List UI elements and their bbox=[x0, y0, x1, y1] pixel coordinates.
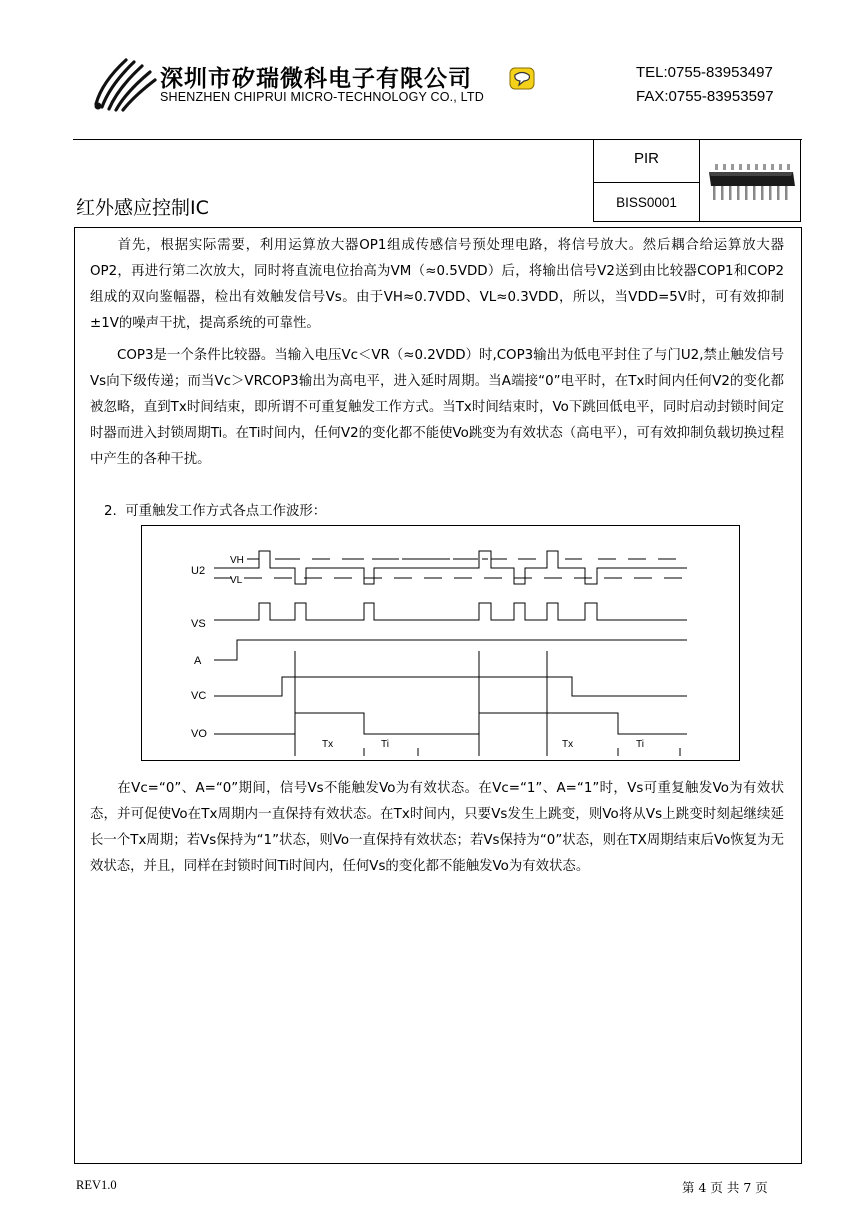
signal-label-a: A bbox=[194, 655, 202, 667]
chat-bubble-icon[interactable] bbox=[509, 66, 535, 92]
signal-label-vo: VO bbox=[191, 728, 207, 740]
paragraph-2: COP3是一个条件比较器。当输入电压Vc＜VR（≈0.2VDD）时,COP3输出为低电平封住了与门U2,禁止触发信号Vs向下级传递；而当Vc＞VRCOP3输出为高电平，进入延时周期。当A端接“0”电平时，在Tx时间内任何V2的变化都被忽略，直到Tx时间结束，即所谓不可重复触发工作方式。当Tx时间结束时，Vo下跳回低电平，同时启动封锁时间定时器而进入封锁周期Ti。在Ti时间内，任何V2的变化都不能使Vo跳变为有效状态（高电平），可有效抑制负载切换过程中产生的各种干扰。 bbox=[90, 348, 784, 467]
company-name-en: SHENZHEN CHIPRUI MICRO-TECHNOLOGY CO., LTD bbox=[160, 90, 484, 104]
period-label-tx-1: Tx bbox=[322, 739, 334, 750]
signal-label-vc: VC bbox=[191, 690, 207, 702]
product-title-box bbox=[593, 140, 801, 222]
logo-icon bbox=[92, 52, 158, 112]
page-number: 第 4 页 共 7 页 bbox=[682, 1180, 768, 1195]
part-number-label: BISS0001 bbox=[616, 195, 677, 210]
signal-label-vs: VS bbox=[191, 618, 206, 630]
fax-number: FAX:0755-83953597 bbox=[636, 88, 774, 105]
footer-rule bbox=[74, 1163, 802, 1164]
revision-label: REV1.0 bbox=[76, 1178, 117, 1192]
paragraph-1: 首先，根据实际需要，利用运算放大器OP1组成传感信号预处理电路，将信号放大。然后耦合给运算放大器OP2，再进行第二次放大，同时将直流电位抬高为VM（≈0.5VDD）后，将输出信号V2送到由比较器COP1和COP2组成的双向鉴幅器，检出有效触发信号Vs。由于VH≈0.7VDD、VL≈0.3VDD，所以，当VDD=5V时，可有效抑制±1V的噪声干扰，提高系统的可靠性。 bbox=[90, 238, 784, 331]
level-label-vh: VH bbox=[230, 555, 244, 566]
company-name-cn: 深圳市矽瑞微科电子有限公司 bbox=[160, 66, 472, 92]
category-label: PIR bbox=[633, 150, 659, 167]
period-label-tx-2: Tx bbox=[562, 739, 574, 750]
section-heading: 2. 可重触发工作方式各点工作波形： bbox=[104, 504, 327, 519]
doc-title: 红外感应控制IC bbox=[76, 197, 209, 219]
level-label-vl: VL bbox=[230, 575, 243, 586]
paragraph-3: 在Vc=“0”、A=“0”期间，信号Vs不能触发Vo为有效状态。在Vc=“1”、A=“1”时，Vs可重复触发Vo为有效状态，并可促使Vo在Tx周期内一直保持有效状态。在Tx时间内，只要Vs发生上跳变，则Vo将从Vs上跳变时刻起继续延长一个Tx周期；若Vs保持为“1”状态，则Vo一直保持有效状态；若Vs保持为“0”状态，则在TX周期结束后Vo恢复为无效状态，并且，同样在封锁时间Ti时间内，任何Vs的变化都不能触发Vo为有效状态。 bbox=[90, 781, 784, 874]
period-label-ti-2: Ti bbox=[636, 739, 644, 750]
signal-label-u2: U2 bbox=[191, 565, 206, 577]
tel-number: TEL:0755-83953497 bbox=[636, 64, 773, 81]
waveform-diagram bbox=[141, 525, 740, 761]
period-label-ti-1: Ti bbox=[381, 739, 389, 750]
chip-icon bbox=[709, 164, 795, 202]
